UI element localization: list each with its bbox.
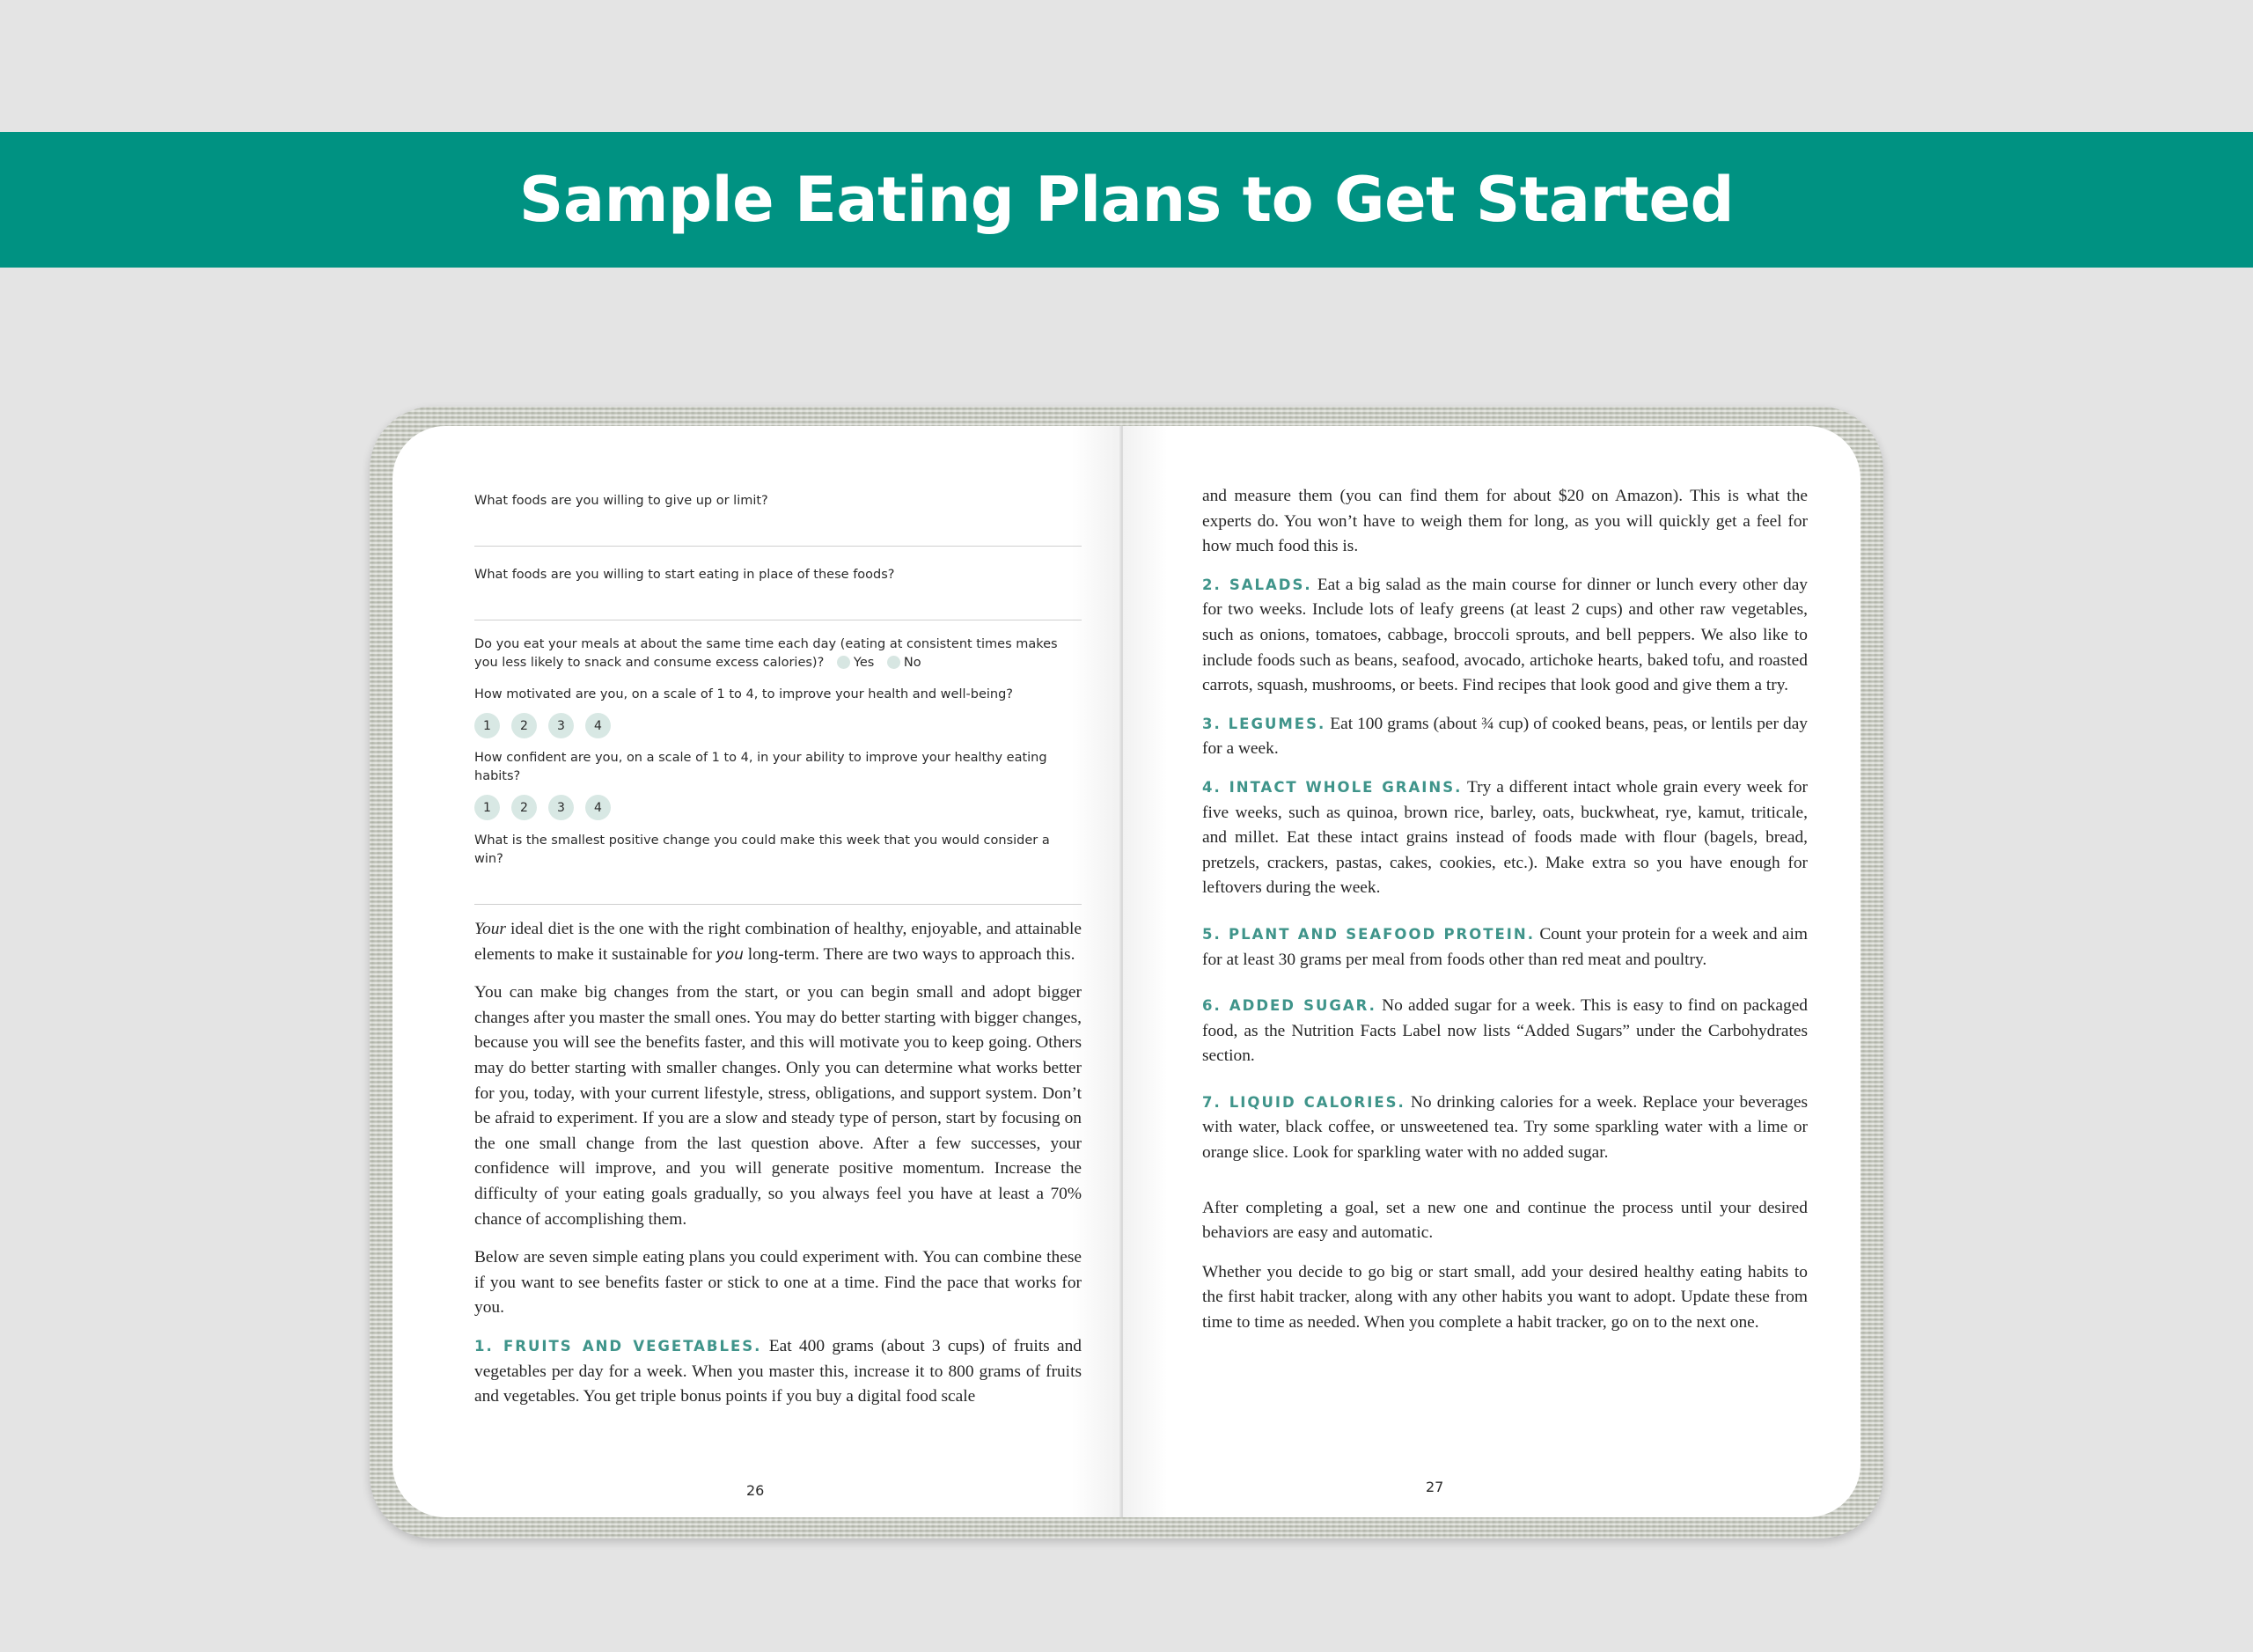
plan-item-6-label: 6. ADDED SUGAR. (1202, 997, 1376, 1015)
no-label: No (903, 656, 921, 670)
intro-text-b: long-term. There are two ways to approach this. (743, 944, 1075, 964)
yes-radio[interactable] (837, 656, 850, 669)
open-book (370, 407, 1883, 1538)
intro-text-a: ideal diet is the one with the right combination of healthy, enjoyable, and attainable elements to make it sustainable for (474, 920, 1082, 964)
habit-tracker-paragraph: Whether you decide to go big or start small, add your desired healthy eating habits to the first habit tracker, along with any other habits you want to adopt. Update these from time to time as needed. When you complete a habit tracker, go on to the next one. (1202, 1262, 1808, 1333)
plan-item-5-label: 5. PLANT AND SEAFOOD PROTEIN. (1202, 925, 1536, 943)
page-number-left: 26 (746, 1482, 765, 1499)
plan-item-5-text: Count your protein for a week and aim for at least 30 grams per meal from foods other than red meat and poultry. (1202, 924, 1808, 969)
question-smallest-change: What is the smallest positive change you could make this week that you would consider a win? (474, 833, 1050, 866)
left-page-content (474, 492, 1082, 1410)
plan-item-3-text: Eat 100 grams (about ¾ cup) of cooked beans, peas, or lentils per day for a week. (1202, 714, 1809, 759)
yes-label: Yes (853, 656, 875, 670)
plan-item-4-text: Try a different intact whole grain every week for five weeks, such as quinoa, brown rice, barley, oats, buckwheat, rye, kamut, triticale, and millet. Eat these intact grains instead of foods made with flour (bagels, bread, pretzels, crackers, pastas, cakes, cookies, etc.). Make extra so you have enough for leftovers during the week. (1202, 777, 1809, 898)
confidence-scale (474, 795, 1082, 820)
plan-item-3-label: 3. LEGUMES. (1202, 715, 1326, 732)
plan-item-7-text: No drinking calories for a week. Replace your beverages with water, black coffee, or unsweetened tea. Try some sparkling water with a lime or orange slice. Look for sparkling water with no added sugar. (1202, 1092, 1809, 1163)
question-give-up: What foods are you willing to give up or limit? (474, 494, 768, 508)
intro-emphasis: Your (474, 920, 506, 938)
plan-item-1-text: Eat 400 grams (about 3 cups) of fruits and vegetables per day for a week. When you master this, increase it to 800 grams of fruits and vegetables. You get triple bonus points if you buy a digital food scale (474, 1336, 1082, 1406)
question-start-eating: What foods are you willing to start eating in place of these foods? (474, 568, 895, 582)
intro-emphasis-you: you (716, 945, 744, 964)
left-page (393, 426, 1123, 1517)
continued-paragraph: and measure them (you can find them for about $20 on Amazon). This is what the experts do. You won’t have to weigh them for long, as you will quickly get a feel for how much food this is. (1202, 487, 1808, 556)
approach-paragraph: You can make big changes from the start, or you can begin small and adopt bigger changes after you master the small ones. You may do better starting with bigger changes, because you will see the benefits faster, and this will motivate you to keep going. Others may do better starting with smaller changes. Only you can determine what works better for you, today, with your current lifestyle, stress, obligations, and support system. Don’t be afraid to experiment. If you are a slow and steady type of person, start by focusing on the one small change from the last question above. After a few successes, your confidence will improve, and you will generate positive momentum. Increase the difficulty of your eating goals gradually, so you always feel you have at least a 70% chance of accomplishing them. (474, 983, 1082, 1229)
plan-item-7-label: 7. LIQUID CALORIES. (1202, 1093, 1405, 1111)
question-meal-times (474, 635, 1082, 672)
scale-option-4[interactable]: 4 (585, 713, 611, 738)
motivation-scale (474, 713, 1082, 738)
scale-option-3[interactable]: 3 (548, 795, 574, 820)
plan-item-1 (474, 1334, 1082, 1410)
plan-item-4-label: 4. INTACT WHOLE GRAINS. (1202, 778, 1463, 796)
plan-item-3 (1202, 712, 1808, 762)
no-radio[interactable] (887, 656, 900, 669)
scale-option-1[interactable]: 1 (474, 713, 500, 738)
plan-item-7 (1202, 1090, 1808, 1166)
plan-item-2-label: 2. SALADS. (1202, 576, 1312, 593)
page-number-right: 27 (1426, 1479, 1444, 1495)
answer-line[interactable] (474, 904, 1082, 905)
right-page-content (1202, 484, 1808, 1336)
question-meal-times-text: Do you eat your meals at about the same time each day (eating at consistent times makes you less likely to snack and consume excess calories)? (474, 637, 1058, 670)
scale-option-4[interactable]: 4 (585, 795, 611, 820)
scale-option-3[interactable]: 3 (548, 713, 574, 738)
scale-option-1[interactable]: 1 (474, 795, 500, 820)
plan-item-4 (1202, 775, 1808, 901)
intro-paragraph (474, 917, 1082, 967)
plan-item-2-text: Eat a big salad as the main course for dinner or lunch every other day for two weeks. Include lots of leafy greens (at least 2 cups) and other raw vegetables, such as onions, tomatoes, cabbage, broccoli sprouts, and bell peppers. We also like to include foods such as beans, seafood, avocado, artichoke hearts, baked tofu, and roasted carrots, squash, mushrooms, or beets. Find recipes that look good and give them a try. (1202, 575, 1809, 695)
seven-plans-paragraph: Below are seven simple eating plans you could experiment with. You can combine these if you want to see benefits faster or stick to one at a time. Find the pace that works for you. (474, 1248, 1082, 1318)
banner-title: Sample Eating Plans to Get Started (518, 164, 1735, 236)
question-confident: How confident are you, on a scale of 1 to 4, in your ability to improve your healthy eating habits? (474, 751, 1047, 783)
right-page (1123, 426, 1860, 1517)
plan-item-6 (1202, 994, 1808, 1069)
title-banner (0, 132, 2253, 268)
plan-item-6-text: No added sugar for a week. This is easy to find on packaged food, as the Nutrition Facts Label now lists “Added Sugars” under the Carbohydrates section. (1202, 996, 1808, 1066)
plan-item-5 (1202, 922, 1808, 973)
plan-item-2 (1202, 573, 1808, 699)
scale-option-2[interactable]: 2 (511, 795, 537, 820)
plan-item-1-label: 1. FRUITS AND VEGETABLES. (474, 1337, 762, 1355)
scale-option-2[interactable]: 2 (511, 713, 537, 738)
answer-line[interactable] (474, 546, 1082, 547)
question-motivated: How motivated are you, on a scale of 1 to 4, to improve your health and well-being? (474, 687, 1013, 701)
after-goal-paragraph: After completing a goal, set a new one and continue the process until your desired behaviors are easy and automatic. (1202, 1198, 1808, 1243)
